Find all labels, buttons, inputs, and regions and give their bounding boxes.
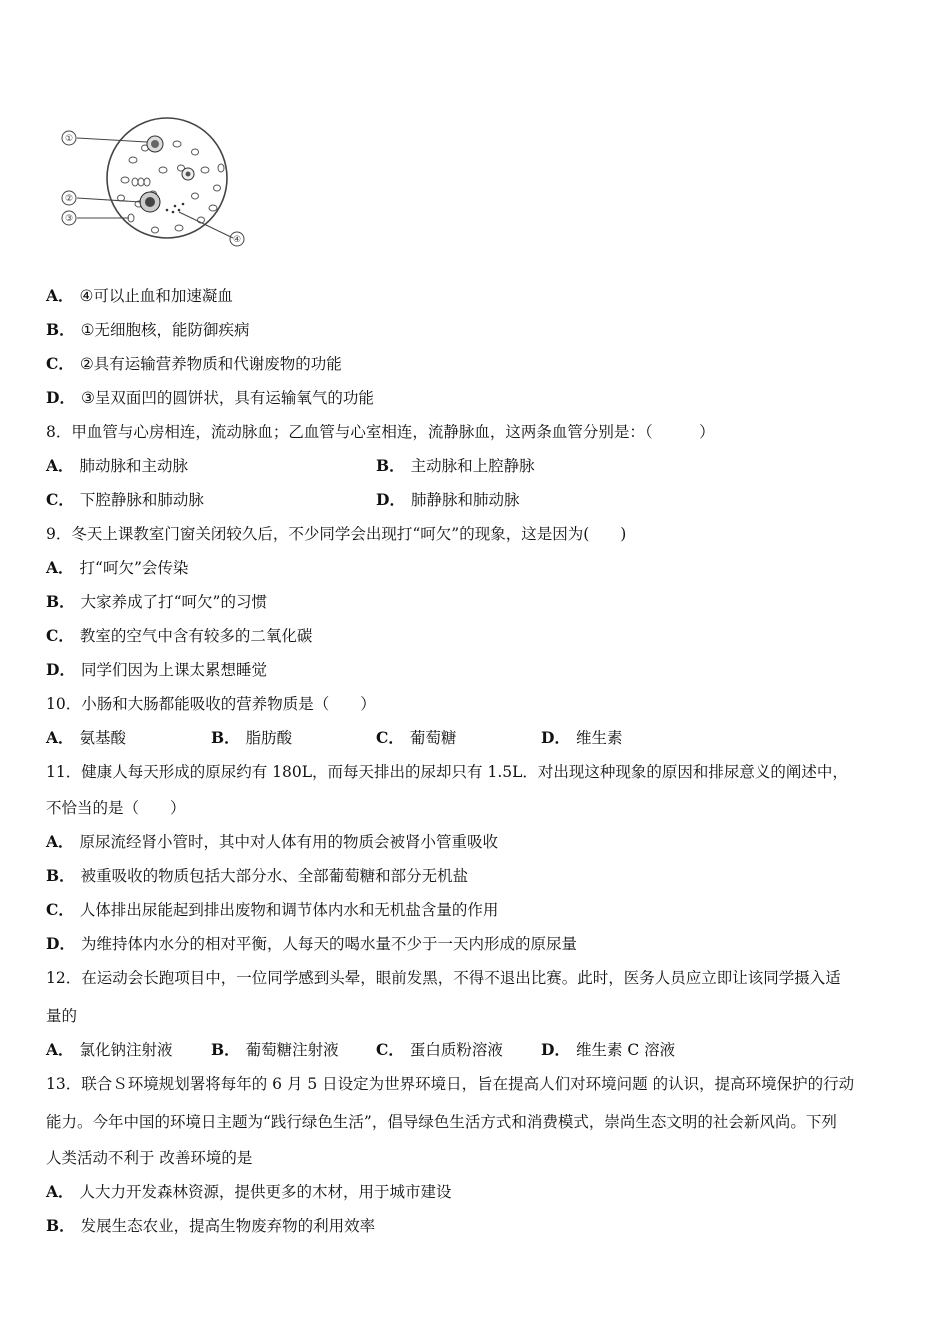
q9-option-d: D． 同学们因为上课太累想睡觉	[46, 660, 267, 679]
q8-option-c: C． 下腔静脉和肺动脉	[46, 490, 204, 509]
q11-stem-line2: 不恰当的是（ ）	[46, 799, 186, 817]
label-3: ③	[64, 214, 74, 224]
q13-stem-line3: 人类活动不利于 改善环境的是	[46, 1149, 253, 1167]
q9-option-a: A． 打“呵欠”会传染	[46, 558, 189, 577]
q8-option-d: D． 肺静脉和肺动脉	[376, 490, 520, 509]
q12-option-c: C． 蛋白质粉溶液	[376, 1040, 503, 1059]
q10-option-b: B． 脂肪酸	[211, 728, 293, 747]
label-4: ④	[232, 235, 242, 245]
q8-option-a: A． 肺动脉和主动脉	[46, 456, 189, 475]
q9-option-b: B． 大家养成了打“呵欠”的习惯	[46, 592, 267, 611]
q10-option-c: C． 葡萄糖	[376, 728, 457, 747]
q8-stem: 8．甲血管与心房相连，流动脉血；乙血管与心室相连，流静脉血，这两条血管分别是：（ ）	[46, 423, 715, 441]
q10-stem: 10．小肠和大肠都能吸收的营养物质是（ ）	[46, 695, 376, 713]
q8-options-row1	[46, 456, 906, 476]
q10-option-d: D． 维生素	[541, 728, 623, 747]
q13-option-a: A． 人大力开发森林资源，提供更多的木材，用于城市建设	[46, 1182, 452, 1201]
label-2: ②	[64, 194, 74, 204]
q11-option-d: D． 为维持体内水分的相对平衡，人每天的喝水量不少于一天内形成的原尿量	[46, 934, 577, 953]
q11-stem-line1: 11．健康人每天形成的原尿约有 180L，而每天排出的尿却只有 1.5L．对出现这种现象的原因和排尿意义的阐述中，	[46, 763, 848, 781]
q9-option-c: C． 教室的空气中含有较多的二氧化碳	[46, 626, 313, 645]
q12-stem-line1: 12．在运动会长跑项目中，一位同学感到头晕，眼前发黑，不得不退出比赛。此时，医务人员应立即让该同学摄入适	[46, 969, 841, 987]
q8-option-b: B． 主动脉和上腔静脉	[376, 456, 535, 475]
q13-option-b: B． 发展生态农业，提高生物废弃物的利用效率	[46, 1216, 376, 1235]
q7-option-b: B． ①无细胞核，能防御疾病	[46, 320, 250, 339]
q11-option-b: B． 被重吸收的物质包括大部分水、全部葡萄糖和部分无机盐	[46, 866, 469, 885]
q13-stem-line1: 13．联合Ｓ环境规划署将每年的 6 月 5 日设定为世界环境日，旨在提高人们对环境问题 的认识，提高环境保护的行动	[46, 1075, 855, 1093]
q7-option-c: C． ②具有运输营养物质和代谢废物的功能	[46, 354, 342, 373]
q11-option-a: A． 原尿流经肾小管时，其中对人体有用的物质会被肾小管重吸收	[46, 832, 499, 851]
q11-option-c: C． 人体排出尿能起到排出废物和调节体内水和无机盐含量的作用	[46, 900, 499, 919]
q7-option-a: A． ④可以止血和加速凝血	[46, 286, 233, 305]
q12-stem-line2: 量的	[46, 1007, 78, 1025]
q13-stem-line2: 能力。今年中国的环境日主题为“践行绿色生活”，倡导绿色生活方式和消费模式，崇尚生态文明的社会新风尚。下列	[46, 1113, 837, 1131]
q10-option-a: A． 氨基酸	[46, 728, 127, 747]
q12-option-a: A． 氯化钠注射液	[46, 1040, 173, 1059]
q7-option-d: D． ③呈双面凹的圆饼状，具有运输氧气的功能	[46, 388, 374, 407]
q9-stem: 9．冬天上课教室门窗关闭较久后，不少同学会出现打“呵欠”的现象，这是因为( )	[46, 525, 627, 543]
q8-options-row2	[46, 490, 906, 510]
blood-cell-diagram	[55, 108, 255, 253]
q12-option-b: B． 葡萄糖注射液	[211, 1040, 339, 1059]
q12-option-d: D． 维生素 C 溶液	[541, 1040, 676, 1059]
label-1: ①	[64, 134, 74, 144]
